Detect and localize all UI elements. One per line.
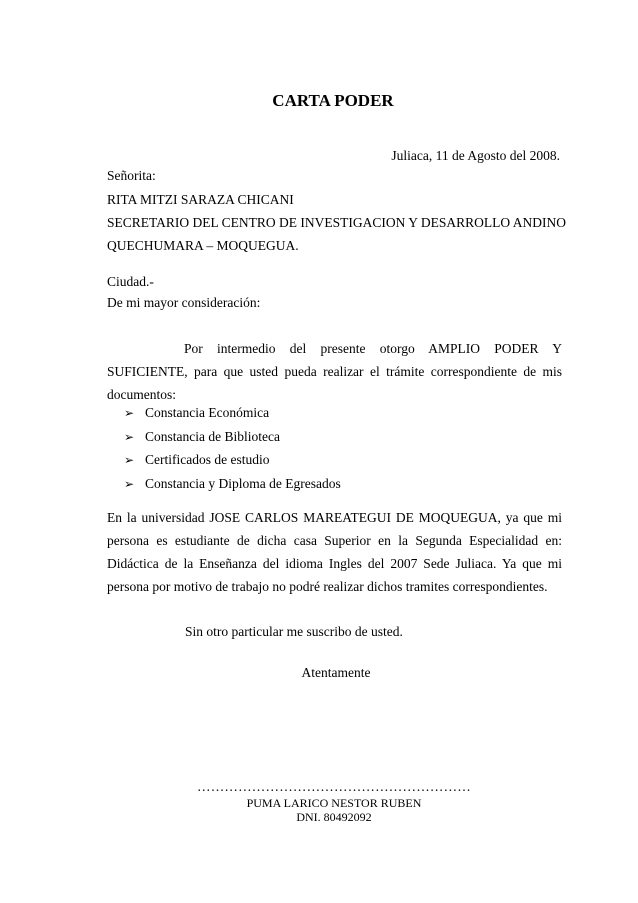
documents-list [124, 403, 341, 497]
list-item-label: Constancia de Biblioteca [145, 428, 280, 444]
arrow-bullet-icon: ➢ [124, 476, 135, 491]
date-line: Juliaca, 11 de Agosto del 2008. [391, 148, 560, 163]
list-item [124, 403, 341, 427]
recipient-position: SECRETARIO DEL CENTRO DE INVESTIGACION Y DESARROLLO ANDINO [107, 215, 567, 230]
arrow-bullet-icon: ➢ [124, 406, 135, 420]
closing-line: Sin otro particular me suscribo de usted. [185, 624, 403, 639]
intro-paragraph: Por intermedio del presente otorgo AMPLIO PODER Y SUFICIENTE, para que usted pueda realizar el trámite correspondiente de mis documentos: [107, 341, 562, 402]
signature-line: …………………………………………………… [197, 779, 471, 794]
arrow-bullet-icon: ➢ [124, 453, 135, 467]
list-item-label: Constancia Económica [145, 405, 270, 420]
farewell-line: Atentamente [301, 665, 371, 680]
salutation: Señorita: [107, 168, 156, 183]
body-paragraph: En la universidad JOSE CARLOS MAREATEGUI DE MOQUEGUA, ya que mi persona es estudiante de dicha casa Superior en la Segunda Especialidad en: Didáctica de la Enseñanza del idioma Ingles del 2007 Sede Juliaca. Ya que mi persona por motivo de trabajo no podré realizar dichos tramites correspondientes. [107, 510, 562, 594]
recipient-name: RITA MITZI SARAZA CHICANI [107, 192, 294, 207]
list-item-label: Constancia y Diploma de Egresados [145, 475, 341, 491]
greeting-line: De mi mayor consideración: [107, 295, 261, 310]
list-item [124, 450, 341, 474]
arrow-bullet-icon: ➢ [124, 429, 135, 444]
list-item [124, 427, 341, 451]
signer-dni: DNI. 80492092 [296, 810, 372, 824]
list-item [124, 474, 341, 498]
signer-name: PUMA LARICO NESTOR RUBEN [246, 796, 422, 810]
city-line: Ciudad.- [107, 274, 154, 289]
list-item-label: Certificados de estudio [145, 452, 270, 467]
recipient-location: QUECHUMARA – MOQUEGUA. [107, 238, 299, 253]
document-title: CARTA PODER [272, 91, 394, 110]
